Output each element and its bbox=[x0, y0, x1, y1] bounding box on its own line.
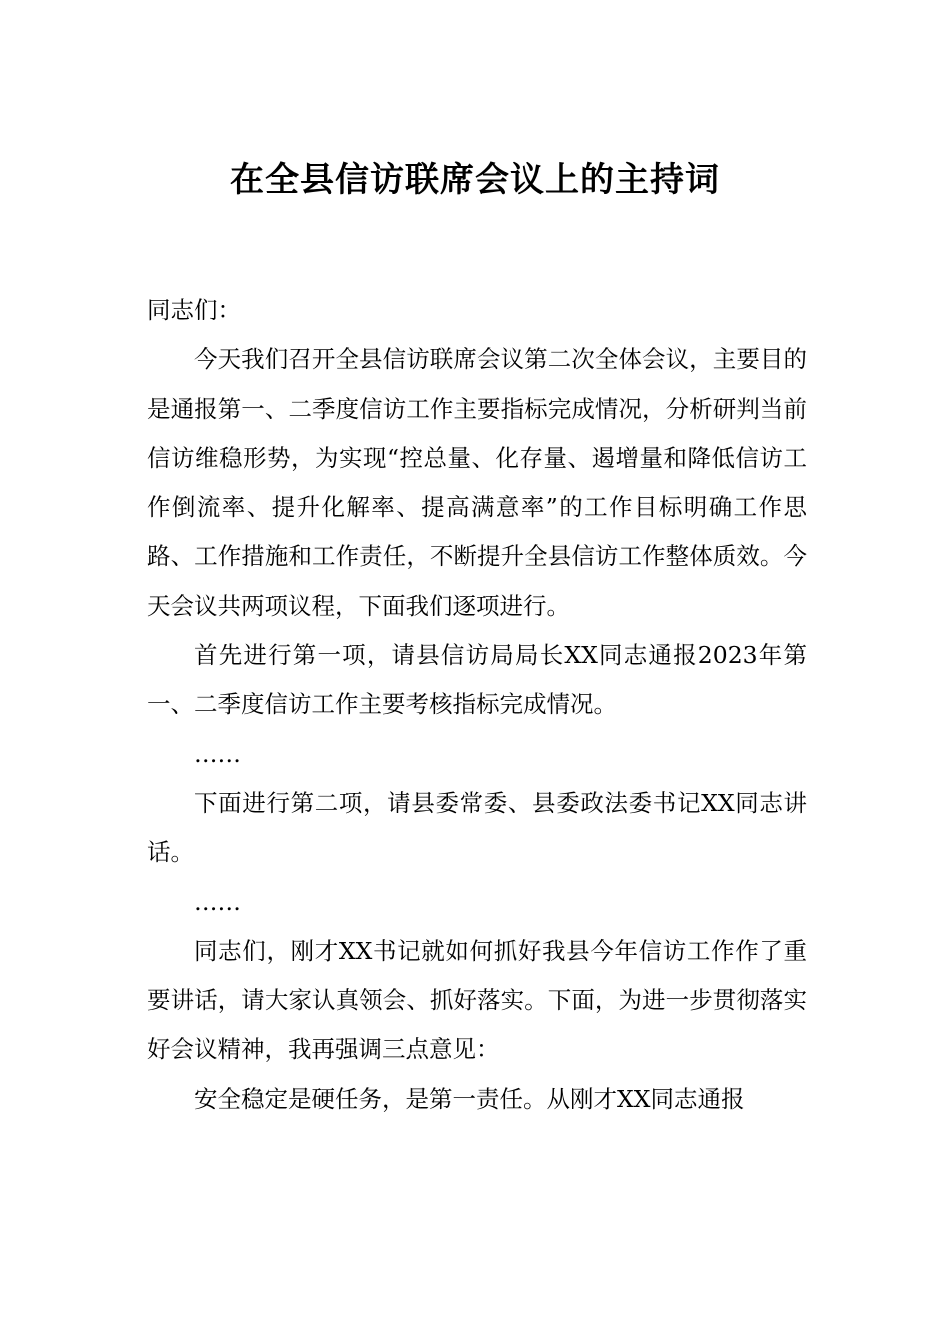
salutation: 同志们： bbox=[147, 296, 241, 324]
paragraph-point-1: 安全稳定是硬任务，是第一责任。从刚才XX同志通报 bbox=[194, 1084, 745, 1113]
ellipsis-1: …… bbox=[194, 739, 241, 768]
paragraph-opening: 今天我们召开全县信访联席会议第二次全体会议，主要目的是通报第一、二季度信访工作主要指标完成情况，分析研判当前信访维稳形势，为实现“控总量、化存量、遏增量和降低信访工作倒流率、提升化解率、提高满意率”的工作目标明确工作思路、工作措施和工作责任，不断提升全县信访工作整体质效。今天会议共两项议程，下面我们逐项进行。 bbox=[147, 345, 807, 620]
paragraph-summary: 同志们，刚才XX书记就如何抓好我县今年信访工作作了重要讲话，请大家认真领会、抓好落实。下面，为进一步贯彻落实好会议精神，我再强调三点意见： bbox=[147, 936, 807, 1064]
document-title: 在全县信访联席会议上的主持词 bbox=[230, 160, 720, 200]
paragraph-agenda-item-2: 下面进行第二项，请县委常委、县委政法委书记XX同志讲话。 bbox=[147, 788, 807, 867]
paragraph-agenda-item-1: 首先进行第一项，请县信访局局长XX同志通报2023年第一、二季度信访工作主要考核指标完成情况。 bbox=[147, 641, 807, 719]
ellipsis-2: …… bbox=[194, 887, 241, 916]
document-body bbox=[147, 286, 807, 1124]
